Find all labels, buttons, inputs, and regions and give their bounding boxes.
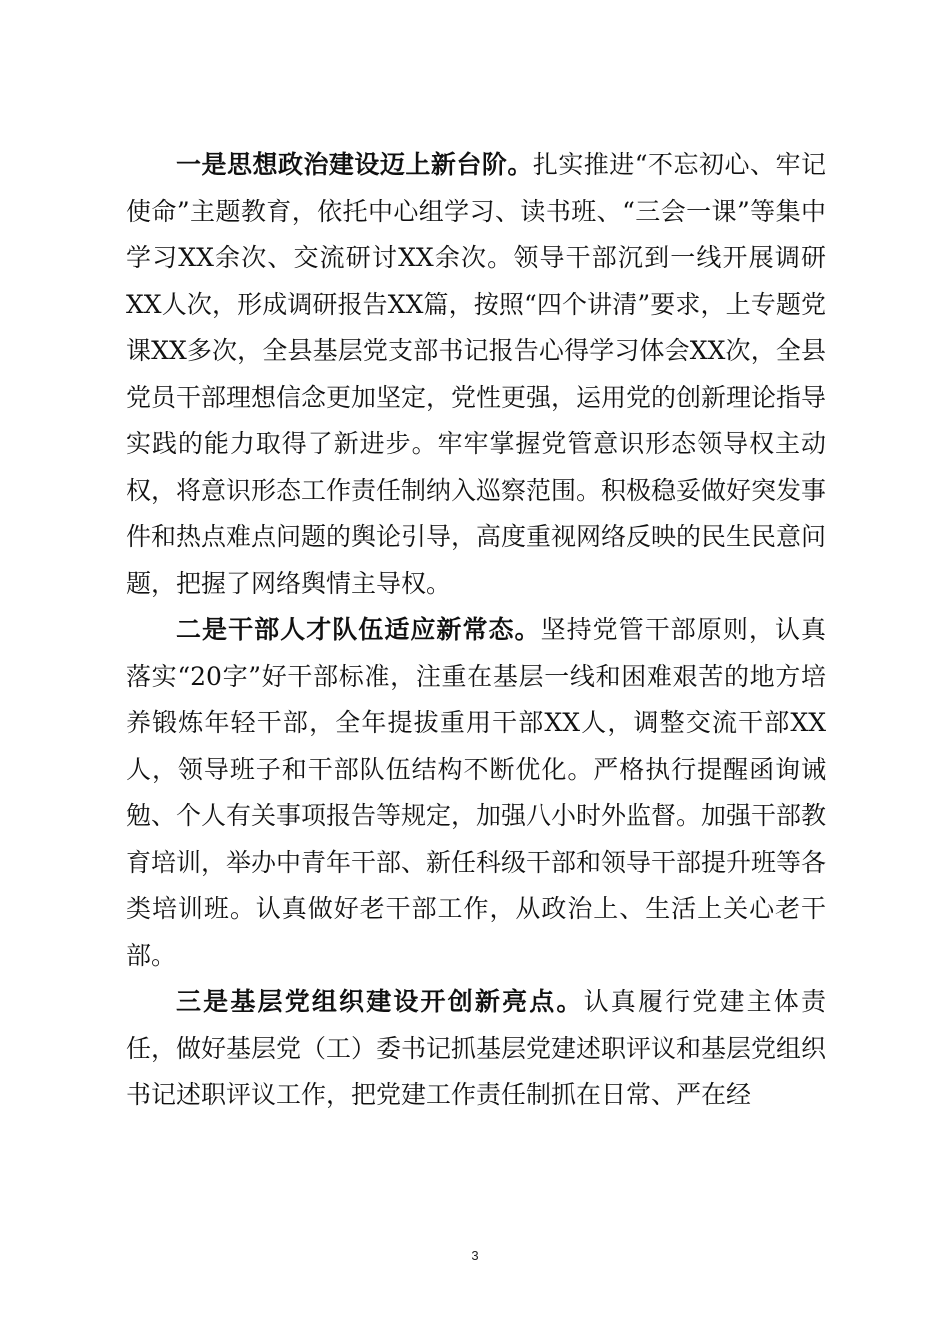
paragraph-3 (126, 979, 826, 1119)
paragraph-3-body: 认真履行党建主体责任，做好基层党（工）委书记抓基层党建述职评议和基层党组织书记述职评议工作，把党建工作责任制抓在日常、严在经 (126, 987, 827, 1109)
paragraph-3-heading: 三是基层党组织建设开创新亮点。 (176, 987, 584, 1016)
paragraph-1-body: 扎实推进“不忘初心、牢记使命”主题教育，依托中心组学习、读书班、“三会一课”等集中学习XX余次、交流研讨XX余次。领导干部沉到一线开展调研XX人次，形成调研报告XX篇，按照“四个讲清”要求，上专题党课XX多次，全县基层党支部书记报告心得学习体会XX次，全县党员干部理想信念更加坚定，党性更强，运用党的创新理论指导实践的能力取得了新进步。牢牢掌握党管意识形态领导权主动权，将意识形态工作责任制纳入巡察范围。积极稳妥做好突发事件和热点难点问题的舆论引导，高度重视网络反映的民生民意问题，把握了网络舆情主导权。 (126, 150, 827, 598)
body-text (126, 142, 826, 1119)
paragraph-2-body: 坚持党管干部原则，认真落实“20字”好干部标准，注重在基层一线和困难艰苦的地方培养锻炼年轻干部，全年提拔重用干部XX人，调整交流干部XX人，领导班子和干部队伍结构不断优化。严格执行提醒函询诫勉、个人有关事项报告等规定，加强八小时外监督。加强干部教育培训，举办中青年干部、新任科级干部和领导干部提升班等各类培训班。认真做好老干部工作，从政治上、生活上关心老干部。 (126, 615, 827, 970)
paragraph-1 (126, 142, 826, 607)
page-number: 3 (471, 1248, 479, 1263)
paragraph-1-heading: 一是思想政治建设迈上新台阶。 (176, 150, 533, 179)
paragraph-2 (126, 607, 826, 979)
paragraph-2-heading: 二是干部人才队伍适应新常态。 (176, 615, 541, 644)
